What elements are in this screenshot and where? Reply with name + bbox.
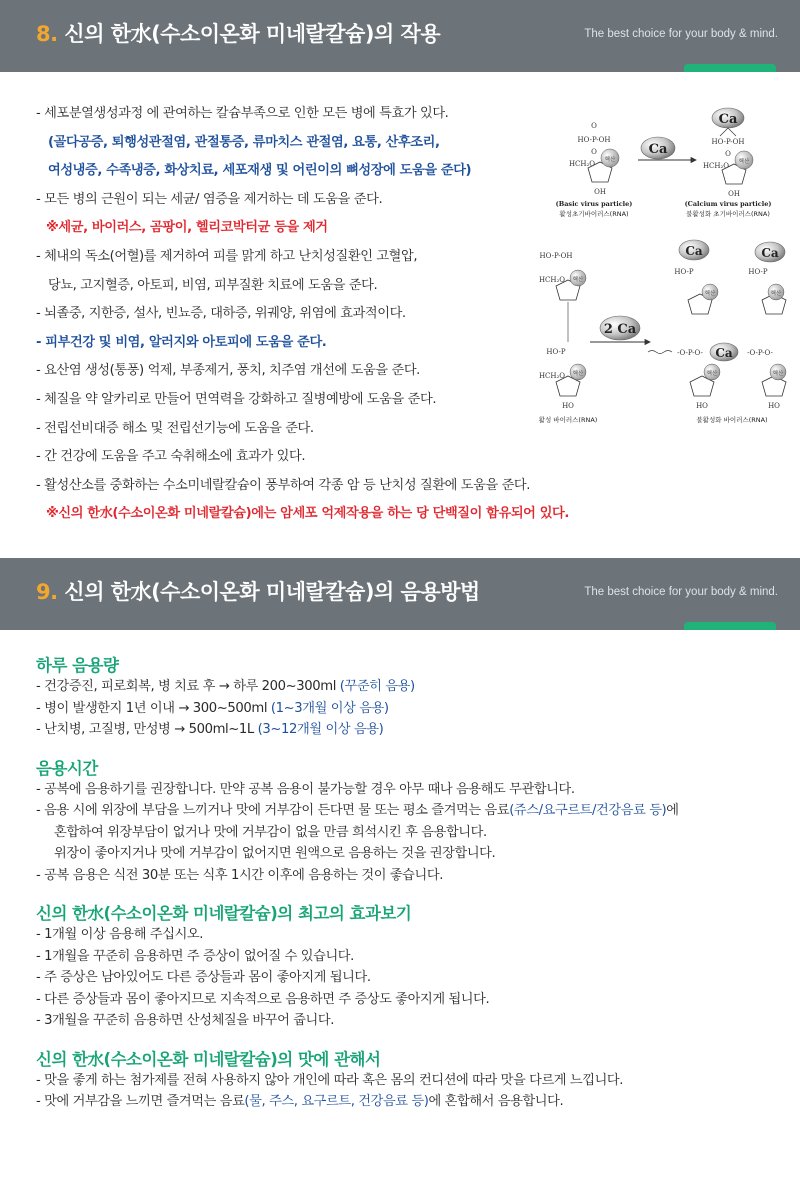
effect-line-highlight: (골다공증, 퇴행성관절염, 관절통증, 류마치스 관절염, 요통, 산후조리, bbox=[48, 134, 440, 150]
daily-dose-heading: 하루 음용량 bbox=[36, 656, 119, 675]
active-virus-chain bbox=[539, 252, 586, 410]
effect-line: - 요산염 생성(통풍) 억제, 부종제거, 풍치, 치주염 개선에 도움을 준다. bbox=[36, 363, 420, 379]
taste-section bbox=[36, 1046, 786, 1113]
dose-text: - 난치병, 고질병, 만성병 → 500ml~1L bbox=[36, 722, 258, 737]
effect-line: - 활성산소를 중화하는 수소미네랄칼슘이 풍부하여 각종 암 등 난치성 질환에 도움을 준다. bbox=[36, 477, 531, 493]
calcium-virus-caption-ko: 불활성화 초기바이러스(RNA) bbox=[686, 210, 770, 218]
two-ca-label: 2 Ca bbox=[603, 322, 637, 337]
effect-line: - 세포분열생성과정 에 관여하는 칼슘부족으로 인한 모든 병에 특효가 있다. bbox=[36, 106, 449, 121]
label-base: 핵산 bbox=[704, 291, 716, 297]
effect-line-highlight: 여성냉증, 수족냉증, 화상치료, 세포재생 및 어린이의 뼈성장에 도움을 준다) bbox=[48, 163, 472, 179]
active-virus-caption: 활성 바이러스(RNA) bbox=[538, 416, 598, 424]
section9-number: 9. bbox=[36, 580, 58, 604]
list-item: - 주 증상은 남아있어도 다른 증상들과 몸이 좋아지게 됩니다. bbox=[36, 970, 371, 985]
effect-line: - 뇌졸중, 지한증, 설사, 빈뇨증, 대하증, 위궤양, 위염에 효과적이다. bbox=[36, 306, 406, 322]
effect-line: - 간 건강에 도움을 주고 숙취해소에 효과가 있다. bbox=[36, 449, 306, 465]
section9-header bbox=[0, 558, 800, 630]
ca-ball-top-label: Ca bbox=[648, 142, 668, 157]
label-ho-p: HO-P bbox=[546, 348, 566, 356]
effect-line-warning: ※신의 한水(수소이온화 미네랄칼슘)에는 암세포 억제작용을 하는 당 단백질이 함유되어 있다. bbox=[46, 506, 569, 522]
label-o: O bbox=[591, 122, 597, 130]
label-ho: HO bbox=[696, 402, 708, 410]
label-p: HO-P-OH bbox=[711, 138, 745, 146]
effect-line: - 체내의 독소(어혈)를 제거하여 피를 맑게 하고 난치성질환인 고혈압, bbox=[36, 248, 418, 264]
label-hch2o: HCH₂O bbox=[538, 276, 566, 284]
dose-text: - 병이 발생한지 1년 이내 → 300~500ml bbox=[36, 700, 271, 716]
drinking-time-heading: 음용시간 bbox=[36, 758, 98, 778]
daily-dose-list bbox=[36, 676, 786, 741]
label-hch2o: HCH₂O bbox=[538, 372, 566, 380]
label-base: 핵산 bbox=[770, 291, 782, 297]
ca-ball-label: Ca bbox=[715, 346, 733, 360]
list-item: - 1개월 이상 음용해 주십시오. bbox=[36, 927, 204, 942]
dose-note: (3~12개월 이상 음용) bbox=[257, 722, 384, 737]
taste-text: - 맛에 거부감을 느끼면 즐겨먹는 음료 bbox=[36, 1094, 245, 1109]
list-item bbox=[36, 719, 786, 741]
best-effect-list bbox=[36, 924, 786, 1032]
label-chain: -O-P-O- bbox=[747, 349, 773, 357]
dose-text: - 건강증진, 피로회복, 병 치료 후 → 하루 200~300ml bbox=[36, 679, 340, 694]
label-hch2o: HCH₂O bbox=[702, 162, 730, 170]
effect-line: - 전립선비대증 해소 및 전립선기능에 도움을 준다. bbox=[36, 420, 314, 436]
basic-virus-molecule bbox=[569, 122, 619, 196]
basic-virus-caption-ko: 활성초기바이러스(RNA) bbox=[559, 210, 629, 218]
label-oh: OH bbox=[728, 190, 740, 198]
ca-ball-label: Ca bbox=[761, 246, 779, 260]
timing-text: 에 bbox=[666, 803, 679, 818]
label-base: 핵산 bbox=[706, 371, 718, 377]
list-item: - 1개월을 꾸준히 음용하면 주 증상이 없어질 수 있습니다. bbox=[36, 948, 354, 964]
label-base: 핵산 bbox=[572, 277, 584, 283]
section8-title-text: 신의 한水(수소이온화 미네랄칼슘)의 작용 bbox=[64, 22, 441, 46]
list-item bbox=[36, 800, 786, 822]
section8-title bbox=[36, 18, 440, 48]
label-ho-p-oh: HO-P-OH bbox=[539, 252, 573, 260]
effect-line-warning: ※세균, 바이러스, 곰팡이, 헬리코박터균 등을 제거 bbox=[46, 220, 328, 236]
timing-text: - 음용 시에 위장에 부담을 느끼거나 맛에 거부감이 든다면 물 또는 평소 즐겨먹는 음료 bbox=[36, 803, 510, 818]
list-item: - 3개월을 꾸준히 음용하면 산성체질을 바꾸어 줍니다. bbox=[36, 1013, 335, 1028]
label-base: 핵산 bbox=[772, 371, 784, 377]
section9-accent-bar bbox=[684, 622, 776, 630]
section8-accent-bar bbox=[684, 64, 776, 72]
list-item: - 다른 증상들과 몸이 좋아지므로 지속적으로 음용하면 주 증상도 좋아지게 됩니다. bbox=[36, 991, 490, 1007]
ca-ball-label: Ca bbox=[718, 112, 738, 127]
effect-line: - 모든 병의 근원이 되는 세균/ 염증을 제거하는 데 도움을 준다. bbox=[36, 191, 383, 207]
taste-list bbox=[36, 1070, 786, 1113]
inactive-virus-caption: 불활성화 바이러스(RNA) bbox=[696, 416, 768, 424]
calcium-virus-caption-en: (Calcium virus particle) bbox=[684, 200, 772, 208]
drinking-time-list bbox=[36, 779, 786, 887]
list-item: - 공복에 음용하기를 권장합니다. 만약 공복 음용이 불가능할 경우 아무 때나 음용해도 무관합니다. bbox=[36, 781, 575, 797]
section8-number: 8. bbox=[36, 22, 58, 46]
label-base: 핵산 bbox=[738, 159, 750, 165]
label-ho-p-oh: HO-P-OH bbox=[577, 136, 611, 144]
label-o: O bbox=[725, 150, 731, 158]
calcium-virus-molecule bbox=[703, 108, 753, 198]
taste-heading: 신의 한水(수소이온화 미네랄칼슘)의 맛에 관해서 bbox=[36, 1049, 381, 1069]
effect-line: 당뇨, 고지혈증, 아토피, 비염, 피부질환 치료에 도움을 준다. bbox=[48, 277, 378, 293]
basic-virus-caption-en: (Basic virus particle) bbox=[555, 200, 633, 208]
label-oh: OH bbox=[594, 188, 606, 196]
list-item-continuation: 혼합하여 위장부담이 없거나 맛에 거부감이 없을 만큼 희석시킨 후 음용합니다. bbox=[54, 824, 487, 840]
effect-line-highlight: - 피부건강 및 비염, 알러지와 아토피에 도움을 준다. bbox=[36, 334, 327, 350]
list-item-continuation: 위장이 좋아지거나 맛에 거부감이 없어지면 원액으로 음용하는 것을 권장합니다. bbox=[54, 846, 496, 861]
label-ho: HO bbox=[562, 402, 574, 410]
label-hch2o: HCH₂O bbox=[568, 160, 596, 168]
best-effect-heading: 신의 한水(수소이온화 미네랄칼슘)의 최고의 효과보기 bbox=[36, 904, 412, 923]
section9-tagline: The best choice for your body & mind. bbox=[584, 586, 778, 598]
list-item: - 공복 음용은 식전 30분 또는 식후 1시간 이후에 음용하는 것이 좋습니다. bbox=[36, 867, 443, 883]
label-ho: HO bbox=[768, 402, 780, 410]
taste-text: 에 혼합해서 음용합니다. bbox=[428, 1094, 564, 1109]
label-ho-p: HO-P bbox=[674, 268, 694, 276]
label-chain: -O-P-O- bbox=[677, 349, 703, 357]
list-item bbox=[36, 676, 786, 698]
list-item bbox=[36, 1091, 786, 1113]
ca-ball-label: Ca bbox=[685, 244, 703, 258]
inactive-virus-chain bbox=[648, 240, 786, 410]
taste-note: (물, 주스, 요구르트, 건강음료 등) bbox=[244, 1094, 429, 1109]
section9-body bbox=[36, 652, 786, 1127]
dose-note: (1~3개월 이상 음용) bbox=[270, 700, 389, 716]
effect-line: - 체질을 약 알카리로 만들어 면역력을 강화하고 질병예방에 도움을 준다. bbox=[36, 391, 437, 407]
section8-tagline: The best choice for your body & mind. bbox=[584, 28, 778, 40]
section9-title-text: 신의 한水(수소이온화 미네랄칼슘)의 음용방법 bbox=[64, 580, 480, 604]
calcium-virus-diagram bbox=[528, 106, 790, 426]
daily-dose-section bbox=[36, 652, 786, 741]
dose-note: (꾸준히 음용) bbox=[339, 679, 415, 694]
list-item: - 맛을 좋게 하는 첨가제를 전혀 사용하지 않아 개인에 따라 혹은 몸의 컨디션에 따라 맛을 다르게 느낍니다. bbox=[36, 1072, 624, 1088]
label-o: O bbox=[591, 148, 597, 156]
section9-title bbox=[36, 576, 480, 606]
label-base: 핵산 bbox=[572, 371, 584, 377]
label-base: 핵산 bbox=[604, 157, 616, 163]
drinking-time-section bbox=[36, 755, 786, 887]
section8-header bbox=[0, 0, 800, 72]
best-effect-section bbox=[36, 900, 786, 1032]
list-item bbox=[36, 698, 786, 720]
label-ho-p: HO-P bbox=[748, 268, 768, 276]
timing-note: (쥬스/요구르트/건강음료 등) bbox=[509, 803, 667, 818]
